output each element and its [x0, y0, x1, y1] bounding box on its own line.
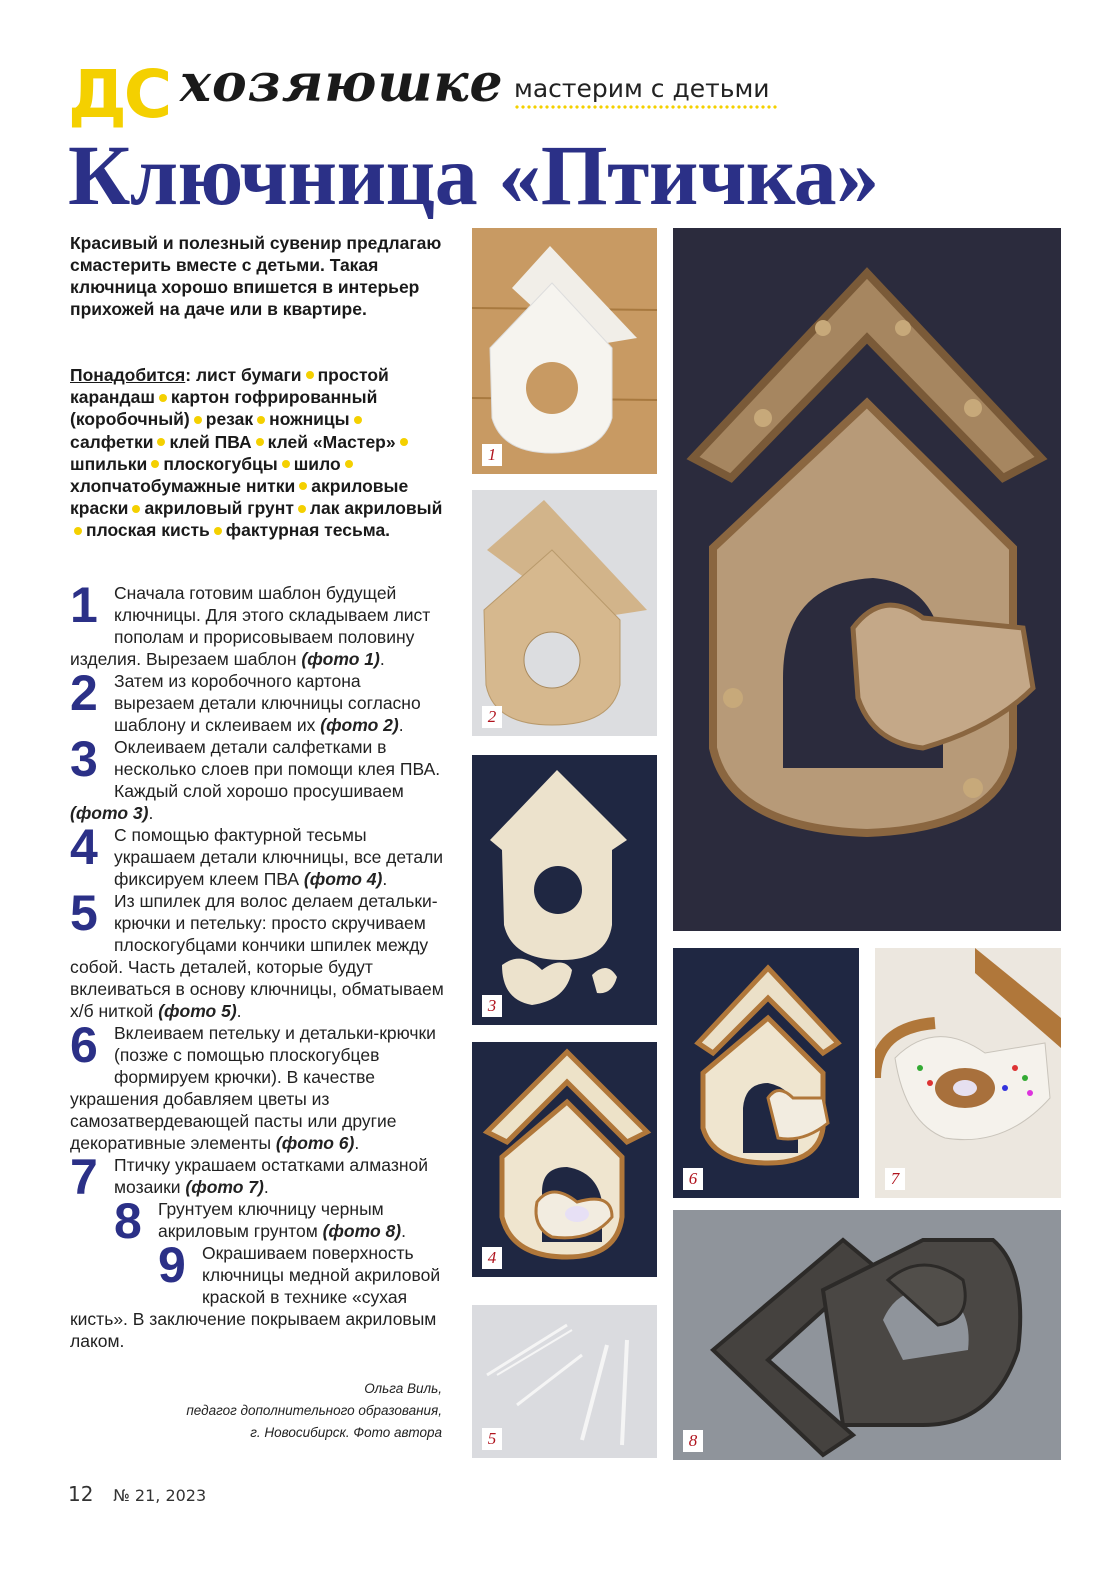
- step-5: [70, 885, 444, 1022]
- author-place: г. Новосибирск. Фото автора: [250, 1425, 442, 1440]
- step-8: [70, 1193, 444, 1249]
- step-text: Оклеиваем детали салфетками в несколько слоев при помощи клея ПВА. Каждый слой хорошо просушиваем: [114, 737, 441, 801]
- photo-label: 6: [683, 1168, 703, 1190]
- photo-1: [472, 228, 657, 474]
- author-name: Ольга Виль,: [364, 1381, 442, 1396]
- step-end: .: [148, 803, 154, 823]
- author-credit: [70, 1378, 442, 1444]
- step-1: [70, 577, 444, 670]
- bullet-dot-icon: [257, 416, 265, 424]
- material-item: простой карандаш: [70, 365, 389, 408]
- step-text: Окрашиваем поверхность ключницы медной акриловой краской в технике «сухая кисть». В заключение покрываем акриловым лаком.: [70, 1243, 441, 1351]
- photo-7: [875, 948, 1061, 1198]
- photo-8: [673, 1210, 1061, 1460]
- step-text: С помощью фактурной тесьмы украшаем детали ключницы, все детали фиксируем клеем ПВА: [114, 825, 444, 889]
- step-text: Сначала готовим шаблон будущей ключницы. Для этого складываем лист пополам и прорисовываем половину изделия. Вырезаем шаблон: [70, 583, 431, 669]
- step-number: 7: [70, 1149, 98, 1205]
- step-number: 6: [70, 1017, 98, 1073]
- material-item: клей ПВА: [169, 431, 252, 452]
- material-item: клей «Мастер»: [267, 431, 396, 452]
- step-number: 2: [70, 665, 98, 721]
- materials-list: Понадобится: лист бумаги простой карандаш картон гофрированный (коробочный) резак ножницысалфетки клей ПВА клей «Мастер»шпильки плоскогубцы шилохлопчатобумажные нитки акриловые краски акриловый грунт лак акриловыйплоская кисть фактурная тесьма.: [70, 365, 443, 541]
- photo-label: 7: [885, 1168, 905, 1190]
- bullet-dot-icon: [298, 505, 306, 513]
- step-number: 8: [114, 1193, 142, 1249]
- step-end: .: [263, 1177, 269, 1197]
- step-text: Птичку украшаем остатками алмазной мозаики: [114, 1155, 429, 1197]
- photo-3: [472, 755, 657, 1025]
- material-item: лак акриловый: [309, 498, 443, 519]
- step-number: 9: [158, 1237, 186, 1293]
- photo-label: 3: [482, 995, 502, 1017]
- step-end: .: [379, 649, 385, 669]
- photo-reference: (фото 5): [158, 1001, 237, 1021]
- steps-list: [70, 577, 444, 1352]
- material-item: резак: [205, 409, 254, 430]
- material-item: салфетки: [70, 431, 154, 452]
- magazine-logo: ДС: [68, 56, 170, 133]
- step-end: .: [354, 1133, 360, 1153]
- material-item: хлопчатобумажные нитки: [70, 476, 296, 497]
- step-number: 4: [70, 819, 98, 875]
- step-text: Затем из коробочного картона вырезаем детали ключницы согласно шаблону и склеиваем их: [114, 671, 421, 735]
- step-end: .: [398, 715, 404, 735]
- bullet-dot-icon: [132, 505, 140, 513]
- materials-heading: Понадобится: [70, 365, 186, 385]
- bullet-dot-icon: [151, 460, 159, 468]
- step-text: Грунтуем ключницу черным акриловым грунтом: [158, 1199, 384, 1241]
- step-text: Из шпилек для волос делаем детальки-крючки и петельку: просто скручиваем плоскогубцами кончики шпилек между собой. Часть деталей, которые будут вклеиваться в основу ключницы, обматываем х/б ниткой: [70, 891, 444, 1021]
- photo-label: 8: [683, 1430, 703, 1452]
- bullet-dot-icon: [194, 416, 202, 424]
- step-4: [70, 819, 444, 890]
- material-item: плоскогубцы: [163, 453, 278, 474]
- material-item: шило: [293, 453, 341, 474]
- photo-reference: (фото 1): [301, 649, 380, 669]
- photo-reference: (фото 6): [275, 1133, 355, 1153]
- photo-reference: (фото 2): [320, 715, 399, 735]
- material-item: картон гофрированный (коробочный): [70, 387, 378, 430]
- bullet-dot-icon: [282, 460, 290, 468]
- bullet-dot-icon: [299, 482, 307, 490]
- material-item: шпильки: [70, 453, 148, 474]
- photo-6: [673, 948, 859, 1198]
- page-footer: [68, 1482, 206, 1506]
- photo-label: 5: [482, 1428, 502, 1450]
- bullet-dot-icon: [345, 460, 353, 468]
- material-item: фактурная тесьма.: [225, 520, 391, 541]
- bullet-dot-icon: [74, 527, 82, 535]
- photo-reference: (фото 8): [322, 1221, 402, 1241]
- step-6: [70, 1017, 444, 1154]
- photo-reference: (фото 7): [185, 1177, 264, 1197]
- photo-finished: [673, 228, 1061, 931]
- photo-reference: (фото 4): [303, 869, 383, 889]
- step-text: Вклеиваем петельку и детальки-крючки (позже с помощью плоскогубцев формируем крючки). В качестве украшения добавляем цветы из самозатвердевающей пасты или другие декоративные элементы: [70, 1023, 436, 1153]
- photo-5: [472, 1305, 657, 1458]
- bullet-dot-icon: [354, 416, 362, 424]
- bullet-dot-icon: [157, 438, 165, 446]
- step-7: [70, 1149, 444, 1205]
- step-end: .: [401, 1221, 406, 1241]
- bullet-dot-icon: [256, 438, 264, 446]
- photo-reference: (фото 3): [70, 803, 149, 823]
- photo-4: [472, 1042, 657, 1277]
- article-title: Ключница «Птичка»: [68, 127, 879, 223]
- issue-number: № 21, 2023: [113, 1486, 207, 1505]
- step-2: [70, 665, 444, 736]
- bullet-dot-icon: [306, 371, 314, 379]
- step-end: .: [236, 1001, 242, 1021]
- step-number: 1: [70, 577, 98, 633]
- section-tag: мастерим с детьми: [514, 74, 770, 103]
- article-intro: Красивый и полезный сувенир предлагаю смастерить вместе с детьми. Такая ключница хорошо впишется в интерьер прихожей на даче или в квартире.: [70, 233, 442, 319]
- step-number: 5: [70, 885, 98, 941]
- bullet-dot-icon: [159, 394, 167, 402]
- page-number: 12: [68, 1482, 94, 1506]
- bullet-dot-icon: [400, 438, 408, 446]
- photo-label: 4: [482, 1247, 502, 1269]
- author-role: педагог дополнительного образования,: [186, 1403, 442, 1418]
- photo-label: 2: [482, 706, 502, 728]
- material-item: плоская кисть: [86, 520, 210, 541]
- material-item: лист бумаги: [195, 365, 302, 385]
- photo-2: [472, 490, 657, 736]
- material-item: акриловые краски: [70, 476, 409, 519]
- step-number: 3: [70, 731, 98, 787]
- section-underline-decoration: [514, 104, 778, 110]
- bullet-dot-icon: [214, 527, 222, 535]
- photo-label: 1: [482, 444, 502, 466]
- step-3: [70, 731, 444, 824]
- step-end: .: [382, 869, 388, 889]
- rubric-title: хозяюшке: [180, 53, 504, 114]
- step-9: [70, 1237, 444, 1352]
- material-item: ножницы: [269, 409, 350, 430]
- material-item: акриловый грунт: [144, 498, 294, 519]
